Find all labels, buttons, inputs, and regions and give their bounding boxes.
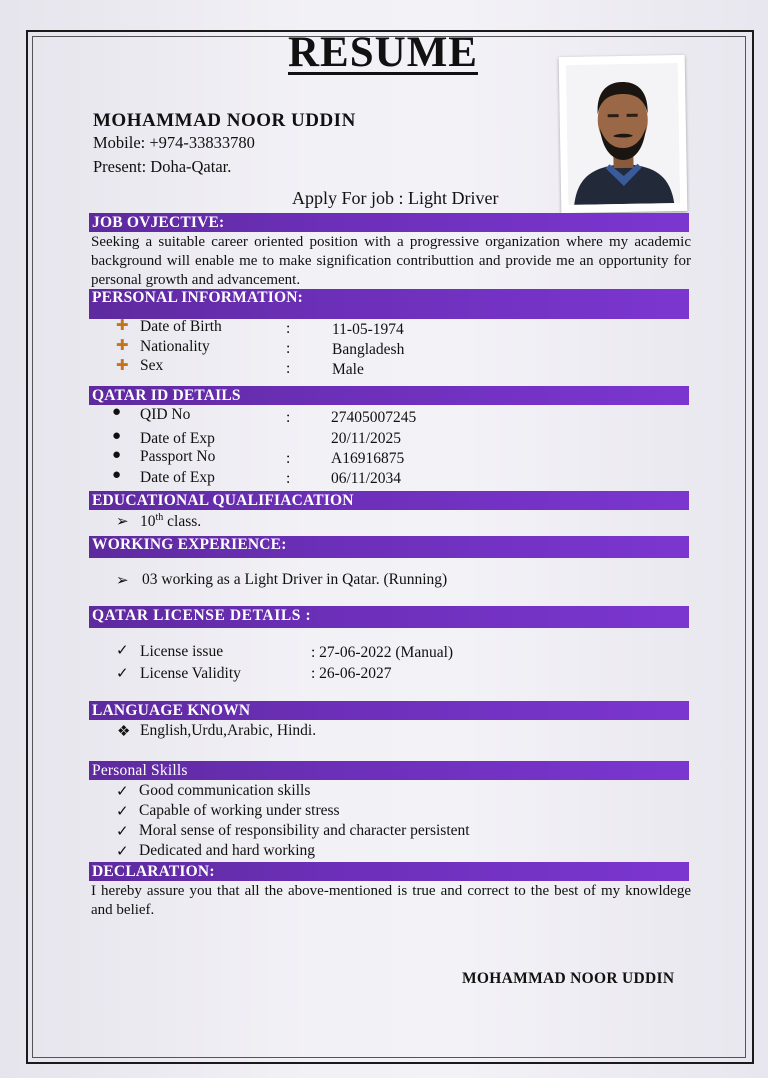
skill-item: Good communication skills xyxy=(139,782,311,799)
present-location: Present: Doha-Qatar. xyxy=(93,157,232,176)
language-heading: LANGUAGE KNOWN xyxy=(89,701,689,720)
personal-info-heading: PERSONAL INFORMATION: xyxy=(89,289,689,319)
arrow-bullet-icon: ✚ xyxy=(116,318,129,334)
personal-sep: : xyxy=(286,320,291,337)
qid-sep: : xyxy=(286,470,291,487)
candidate-name: MOHAMMAD NOOR UDDIN xyxy=(93,110,356,131)
personal-label: Nationality xyxy=(140,338,210,355)
mobile-number: Mobile: +974-33833780 xyxy=(93,133,255,152)
skill-item: Moral sense of responsibility and character persistent xyxy=(139,822,470,839)
skill-item: Capable of working under stress xyxy=(139,802,340,819)
dot-bullet-icon: ● xyxy=(112,428,122,444)
license-heading: QATAR LICENSE DETAILS : xyxy=(89,606,689,628)
profile-photo xyxy=(559,55,688,213)
diamond-bullet-icon: ❖ xyxy=(117,724,131,740)
license-value: : 27-06-2022 (Manual) xyxy=(311,644,454,661)
language-item: English,Urdu,Arabic, Hindi. xyxy=(140,722,317,739)
qid-label: Date of Exp xyxy=(140,430,215,447)
qid-label: Date of Exp xyxy=(140,469,215,486)
checkmark-icon: ✓ xyxy=(116,844,129,860)
resume-title: RESUME xyxy=(288,29,478,76)
experience-item: 03 working as a Light Driver in Qatar. (Running) xyxy=(142,571,448,588)
checkmark-icon: ✓ xyxy=(116,643,129,659)
arrowhead-bullet-icon: ➢ xyxy=(116,573,129,589)
qid-label: Passport No xyxy=(140,448,216,465)
license-value: : 26-06-2027 xyxy=(311,665,392,682)
apply-for-job: Apply For job : Light Driver xyxy=(292,188,499,208)
qid-value: A16916875 xyxy=(331,450,405,467)
skills-heading: Personal Skills xyxy=(89,761,689,780)
declaration-heading: DECLARATION: xyxy=(89,862,689,881)
checkmark-icon: ✓ xyxy=(116,824,129,840)
qid-sep: : xyxy=(286,409,291,426)
checkmark-icon: ✓ xyxy=(116,804,129,820)
arrow-bullet-icon: ✚ xyxy=(116,338,129,354)
personal-label: Sex xyxy=(140,357,164,374)
job-objective-heading: JOB OVJECTIVE: xyxy=(89,213,689,232)
checkmark-icon: ✓ xyxy=(116,666,129,682)
qid-sep: : xyxy=(286,450,291,467)
personal-value: Male xyxy=(332,361,364,378)
dot-bullet-icon: ● xyxy=(112,467,122,483)
checkmark-icon: ✓ xyxy=(116,784,129,800)
qid-label: QID No xyxy=(140,406,191,423)
arrow-bullet-icon: ✚ xyxy=(116,358,129,374)
personal-sep: : xyxy=(286,340,291,357)
license-label: License Validity xyxy=(140,665,241,682)
qid-value: 06/11/2034 xyxy=(331,470,402,487)
qid-value: 20/11/2025 xyxy=(331,430,402,447)
personal-sep: : xyxy=(286,360,291,377)
skill-item: Dedicated and hard working xyxy=(139,842,316,859)
declaration-text: I hereby assure you that all the above-mentioned is true and correct to the best of my knowldege and belief. xyxy=(91,883,691,918)
education-item: 10th class. xyxy=(140,512,202,531)
personal-value: 11-05-1974 xyxy=(332,321,404,338)
qatar-id-heading: QATAR ID DETAILS xyxy=(89,386,689,405)
arrowhead-bullet-icon: ➢ xyxy=(116,514,129,530)
signature-name: MOHAMMAD NOOR UDDIN xyxy=(462,970,675,987)
job-objective-text: Seeking a suitable career oriented position with a progressive organization where my academic background will enable me to make signification contributtion and provide me an opportunity for personal growth and advancement. xyxy=(91,234,691,288)
portrait-image xyxy=(566,63,680,205)
experience-heading: WORKING EXPERIENCE: xyxy=(89,536,689,558)
dot-bullet-icon: ● xyxy=(112,447,122,463)
qid-value: 27405007245 xyxy=(331,409,417,426)
dot-bullet-icon: ● xyxy=(112,404,122,420)
license-label: License issue xyxy=(140,643,224,660)
education-heading: EDUCATIONAL QUALIFIACATION xyxy=(89,491,689,510)
personal-label: Date of Birth xyxy=(140,318,222,335)
personal-value: Bangladesh xyxy=(332,341,405,358)
